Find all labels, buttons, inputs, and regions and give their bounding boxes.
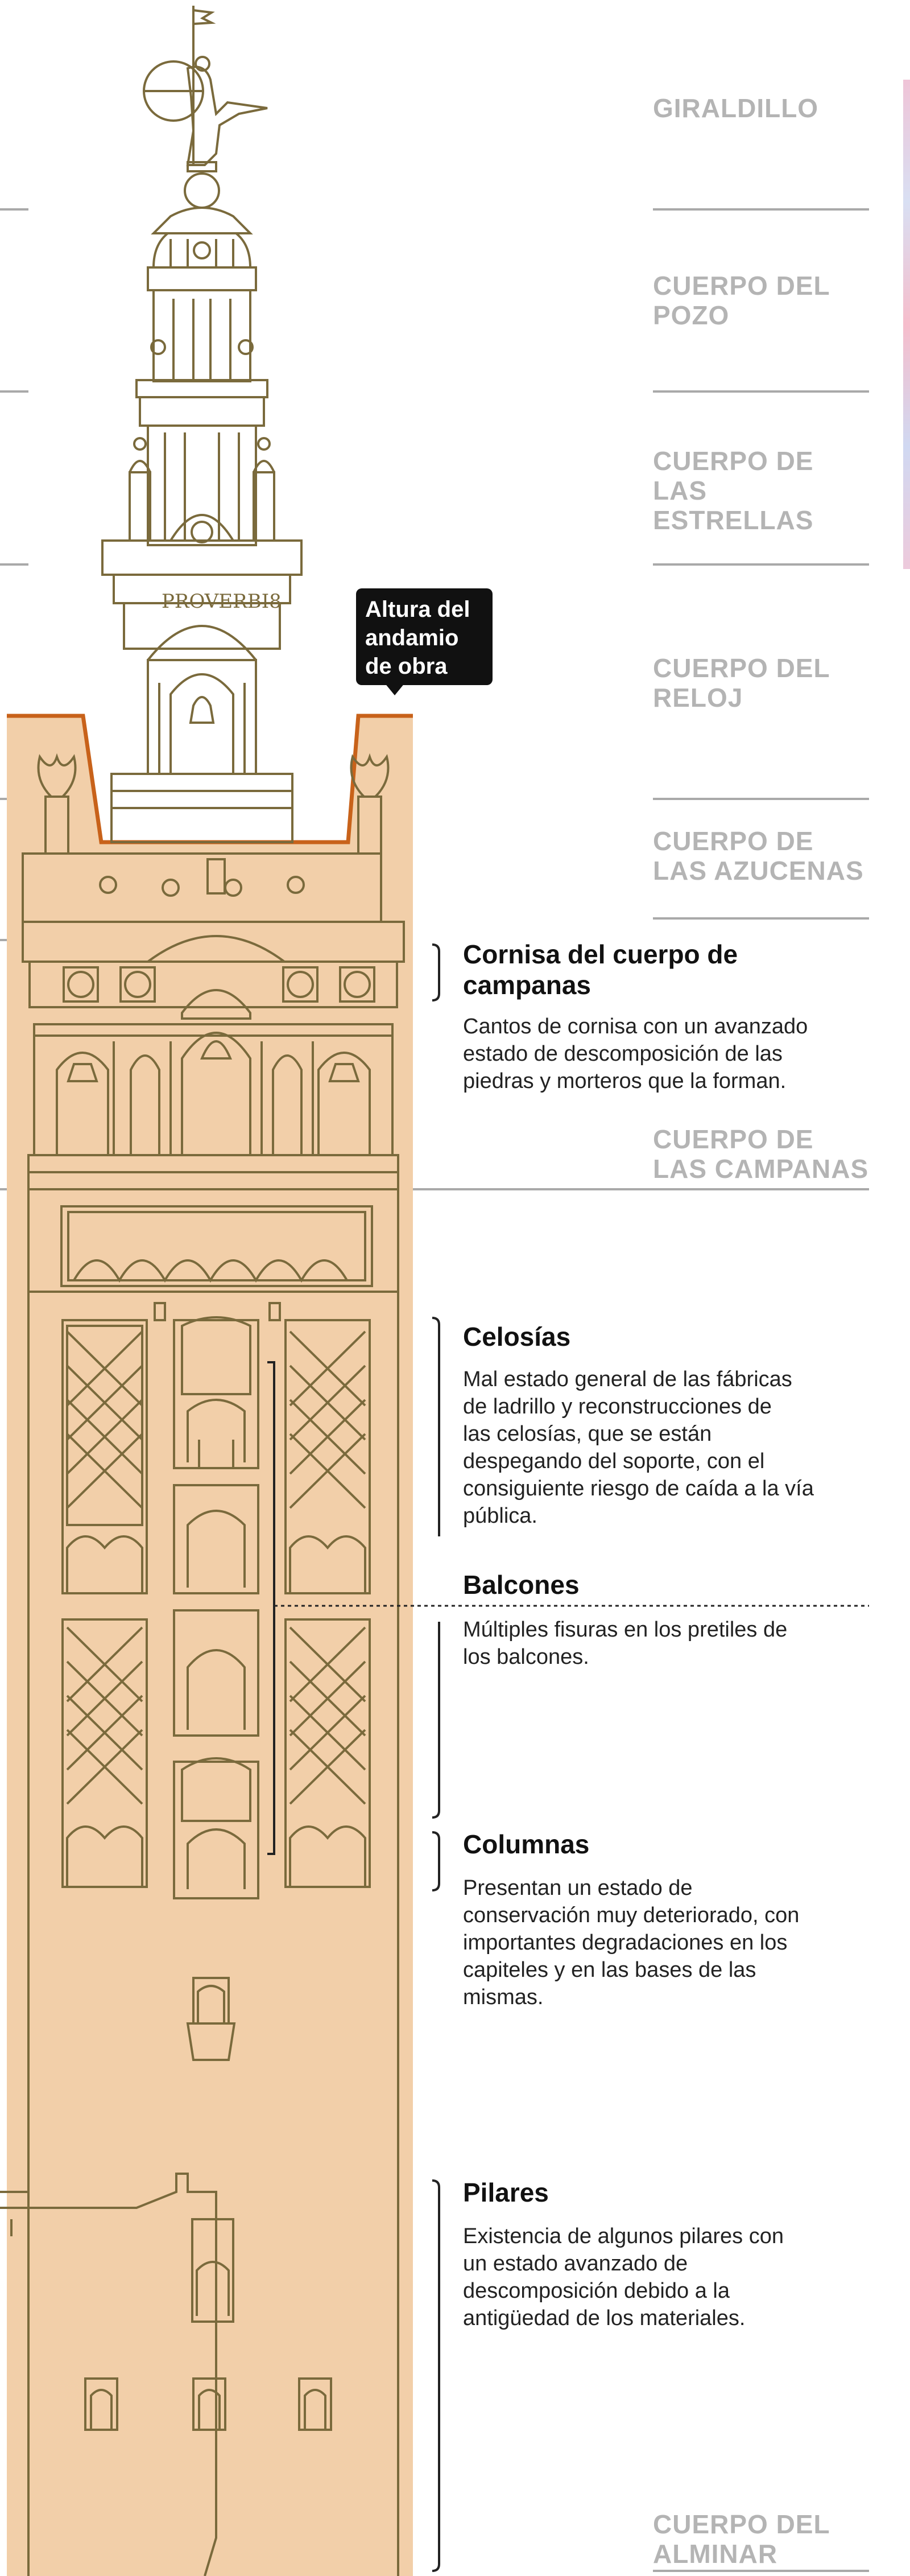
section-label-pozo (653, 271, 869, 330)
section-label-line: CUERPO DE LAS (653, 446, 814, 505)
tooltip-line: Altura del (365, 597, 470, 622)
text-line: descomposición debido a la (463, 2279, 730, 2303)
section-label-reloj (653, 653, 869, 712)
section-label-line: CUERPO DEL (653, 2509, 830, 2539)
section-label-line: CUERPO DEL (653, 653, 830, 683)
tower-inscription: PROVERBI8 (162, 590, 282, 613)
cuerpo-reloj (111, 603, 292, 842)
annotation-text-cornisa (463, 1013, 838, 1095)
text-line: Cantos de cornisa con un avanzado (463, 1015, 808, 1038)
title-line: campanas (463, 970, 592, 1000)
section-label-giraldillo (653, 93, 869, 123)
title-line: Balcones (463, 1570, 580, 1600)
section-label-alminar (653, 2509, 869, 2569)
text-line: las celosías, que se están (463, 1422, 712, 1446)
annotation-title-balcones (463, 1569, 861, 1600)
annotation-title-pilares (463, 2177, 861, 2208)
annotation-text-columnas (463, 1874, 838, 2011)
section-label-line: LAS CAMPANAS (653, 1154, 869, 1184)
text-line: de ladrillo y reconstrucciones de (463, 1395, 772, 1419)
cuerpo-pozo (136, 208, 267, 397)
section-label-line: CUERPO DE (653, 826, 814, 856)
section-label-estrellas (653, 446, 869, 535)
text-line: pública. (463, 1504, 537, 1528)
scaffold-height-tooltip (356, 588, 493, 685)
bracket-columnas (432, 1832, 439, 1890)
cuerpo-estrellas (102, 397, 301, 603)
tooltip-line: andamio (365, 625, 459, 650)
section-label-line: LAS AZUCENAS (653, 856, 864, 885)
section-label-azucenas (653, 826, 869, 885)
annotation-title-cornisa (463, 939, 861, 1000)
section-label-campanas (653, 1124, 869, 1184)
text-line: los balcones. (463, 1645, 589, 1669)
text-line: Existencia de algunos pilares con (463, 2224, 784, 2248)
text-line: despegando del soporte, con el (463, 1449, 765, 1473)
text-line: Presentan un estado de (463, 1876, 693, 1900)
giraldillo-figure (144, 6, 267, 208)
text-line: Múltiples fisuras en los pretiles de (463, 1618, 788, 1642)
text-line: un estado avanzado de (463, 2252, 688, 2276)
annotation-title-columnas (463, 1829, 861, 1860)
title-line: Cornisa del cuerpo de (463, 939, 738, 969)
annotation-text-celosias (463, 1366, 838, 1530)
section-label-line: GIRALDILLO (653, 93, 819, 123)
section-label-line: ALMINAR (653, 2539, 778, 2569)
section-label-line: ESTRELLAS (653, 505, 814, 535)
text-line: mismas. (463, 1985, 544, 2009)
section-label-line: POZO (653, 300, 730, 330)
text-line: consiguiente riesgo de caída a la vía (463, 1477, 814, 1501)
title-line: Pilares (463, 2178, 549, 2207)
tooltip-line: de obra (365, 654, 448, 679)
bracket-cornisa (432, 945, 439, 1000)
section-label-line: CUERPO DE (653, 1124, 814, 1154)
bracket-balcones (432, 1622, 439, 1817)
section-label-line: RELOJ (653, 683, 743, 712)
text-line: conservación muy deteriorado, con (463, 1903, 800, 1927)
text-line: capiteles y en las bases de las (463, 1958, 756, 1982)
text-line: antigüedad de los materiales. (463, 2306, 746, 2330)
annotation-title-celosias (463, 1321, 861, 1352)
section-label-line: CUERPO DEL (653, 271, 830, 300)
bracket-pilares (432, 2181, 439, 2571)
tooltip-pointer (384, 683, 405, 695)
title-line: Celosías (463, 1322, 571, 1351)
text-line: Mal estado general de las fábricas (463, 1367, 792, 1391)
annotation-text-pilares (463, 2223, 838, 2332)
title-line: Columnas (463, 1829, 590, 1859)
text-line: piedras y morteros que la forman. (463, 1069, 787, 1093)
text-line: estado de descomposición de las (463, 1042, 783, 1066)
bracket-celosias (432, 1318, 439, 1536)
annotation-text-balcones (463, 1616, 838, 1671)
text-line: importantes degradaciones en los (463, 1931, 788, 1955)
